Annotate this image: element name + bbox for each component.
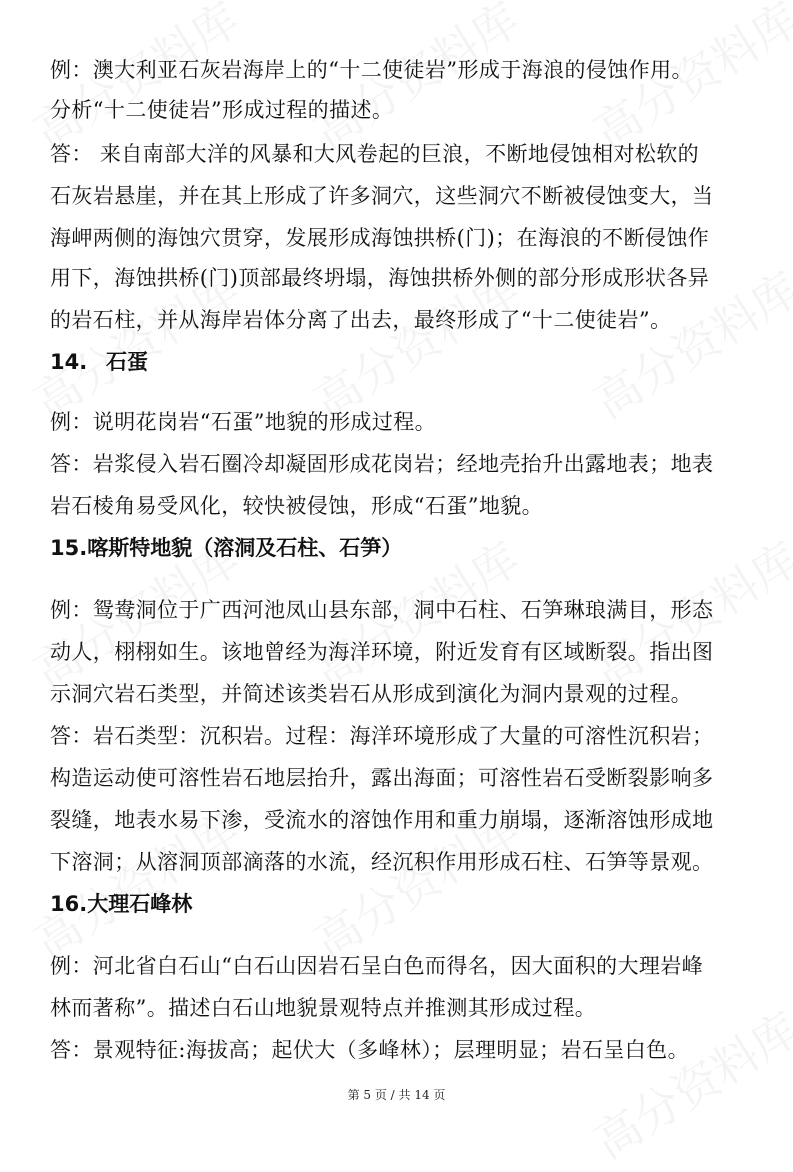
section-number: 15. [50,536,88,560]
answer-line: 答：岩浆侵入岩石圈冷却凝固形成花岗岩；经地壳抬升出露地表；地表 [50,452,714,476]
body-line: 分析“十二使徒岩”形成过程的描述。 [50,98,394,122]
section-number: 16. [50,892,88,916]
answer-line: 的岩石柱，并从海岸岩体分离了出去，最终形成了“十二使徒岩”。 [50,308,672,332]
section-heading [50,348,148,376]
answer-line: 答：岩石类型：沉积岩。过程：海洋环境形成了大量的可溶性沉积岩； [50,724,714,748]
answer-line: 石灰岩悬崖，并在其上形成了许多洞穴，这些洞穴不断被侵蚀变大，当 [50,184,714,208]
watermark [580,994,793,1172]
section-heading [50,890,192,918]
page-footer: 第 5 页 / 共 14 页 [347,1088,446,1102]
body-line: 例：澳大利亚石灰岩海岸上的“十二使徒岩”形成于海浪的侵蚀作用。 [50,58,693,82]
section-title: 大理石峰林 [87,892,193,916]
answer-line: 海岬两侧的海蚀穴贯穿，发展形成海蚀拱桥(门)；在海浪的不断侵蚀作 [50,226,710,250]
section-title: 喀斯特地貌（溶洞及石柱、石笋） [87,536,403,560]
example-line: 动人，栩栩如生。该地曾经为海洋环境，附近发育有区域断裂。指出图 [50,640,714,664]
answer-line: 裂缝，地表水易下渗，受流水的溶蚀作用和重力崩塌，逐渐溶蚀形成地 [50,808,714,832]
example-line: 示洞穴岩石类型，并简述该类岩石从形成到演化为洞内景观的过程。 [50,682,692,706]
example-line: 林而著称”。描述白石山地貌景观特点并推测其形成过程。 [50,996,597,1020]
example-line: 例：鸳鸯洞位于广西河池凤山县东部，洞中石柱、石笋琳琅满目，形态 [50,598,714,622]
example-line: 例：说明花岗岩“石蛋”地貌的形成过程。 [50,410,437,434]
section-number: 14. [50,350,88,374]
example-line: 例：河北省白石山“白石山因岩石呈白色而得名，因大面积的大理岩峰 [50,954,704,978]
answer-line: 用下，海蚀拱桥(门)顶部最终坍塌，海蚀拱桥外侧的部分形成形状各异 [50,266,710,290]
answer-line: 答： 来自南部大洋的风暴和大风卷起的巨浪，不断地侵蚀相对松软的 [50,142,700,166]
section-heading [50,534,402,562]
section-title: 石蛋 [106,350,148,374]
answer-line: 下溶洞；从溶洞顶部滴落的水流，经沉积作用形成石柱、石笋等景观。 [50,850,714,874]
answer-line: 岩石棱角易受风化，较快被侵蚀，形成“石蛋”地貌。 [50,494,544,518]
answer-line: 答：景观特征:海拔高；起伏大（多峰林）；层理明显；岩石呈白色。 [50,1038,689,1062]
answer-line: 构造运动使可溶性岩石地层抬升，露出海面；可溶性岩石受断裂影响多 [50,766,714,790]
